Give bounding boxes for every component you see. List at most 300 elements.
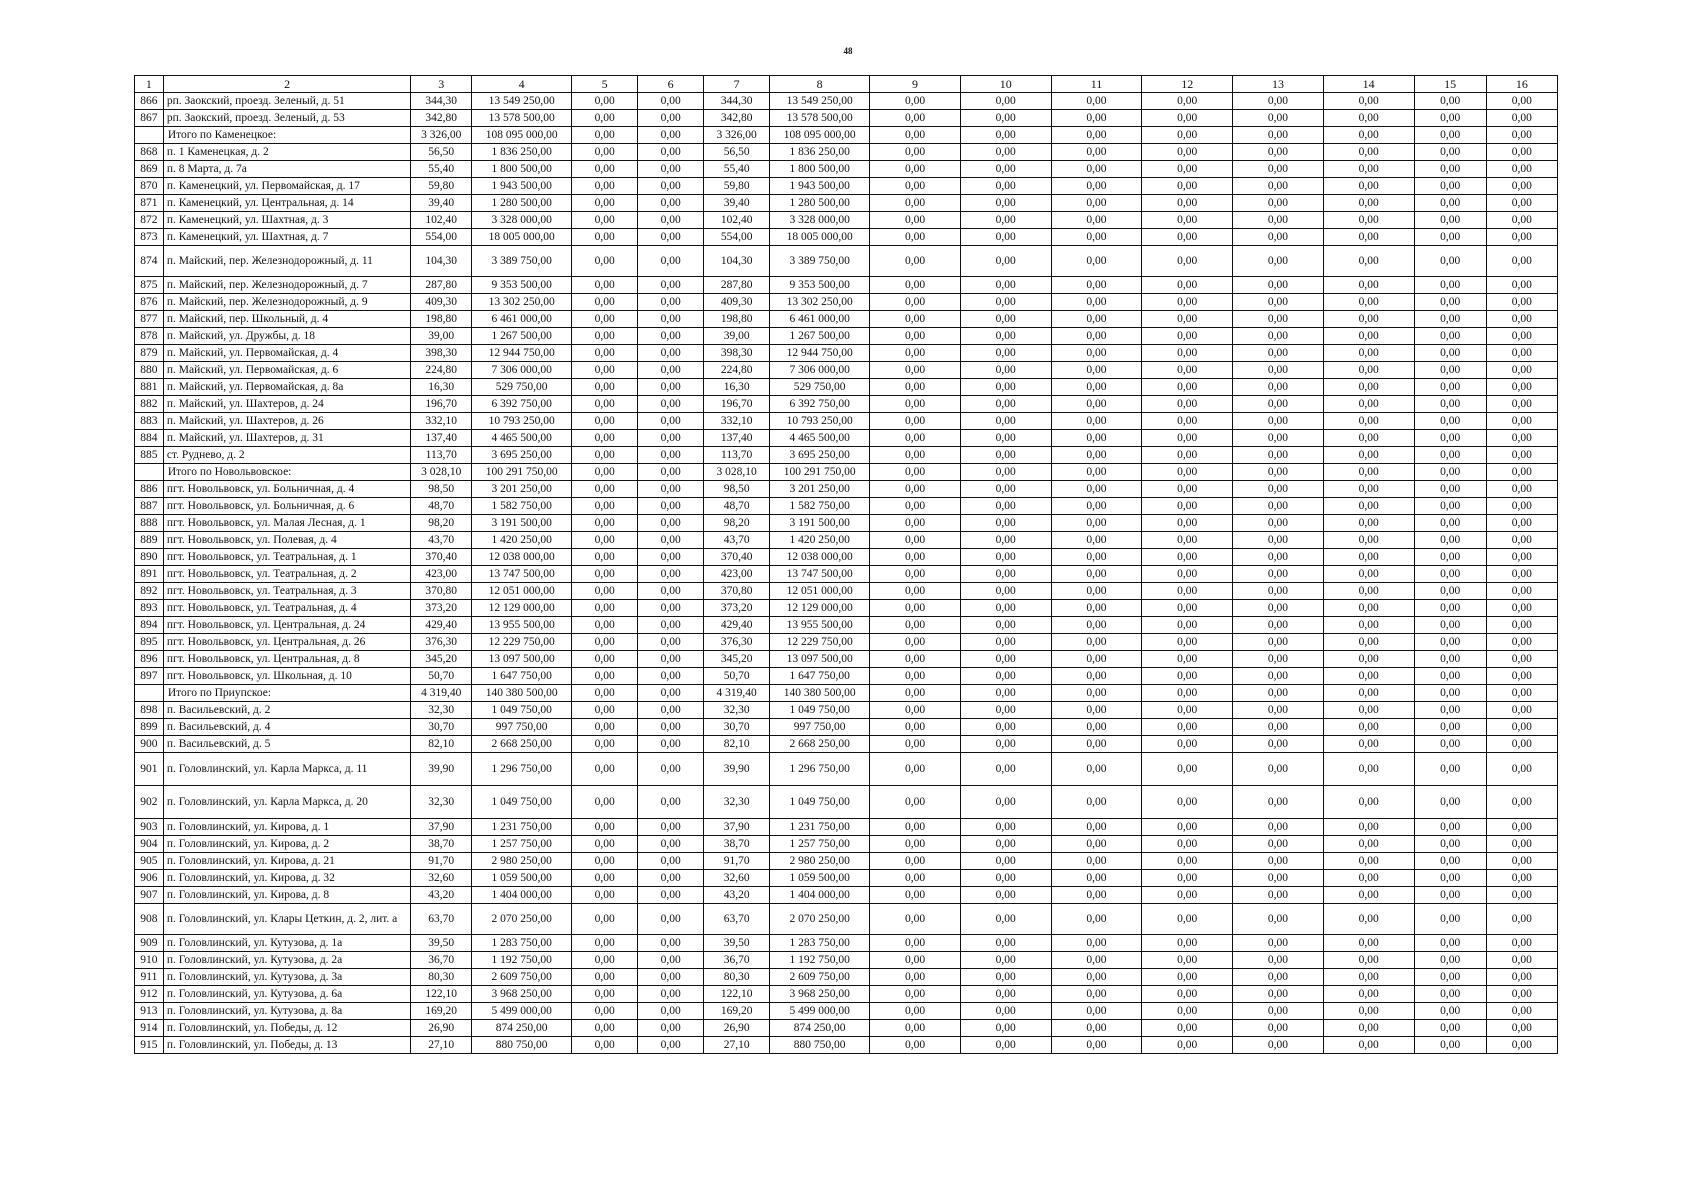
- value-cell: 0,00: [960, 986, 1051, 1003]
- area-cell: 376,30: [704, 634, 770, 651]
- value-cell: 0,00: [638, 246, 704, 277]
- cost-cell: 3 201 250,00: [472, 481, 572, 498]
- area-cell: 3 326,00: [704, 127, 770, 144]
- table-row: [135, 651, 1558, 668]
- value-cell: 0,00: [1414, 413, 1486, 430]
- value-cell: 0,00: [960, 952, 1051, 969]
- value-cell: 0,00: [1051, 1037, 1142, 1054]
- value-cell: 0,00: [870, 481, 961, 498]
- row-number-cell: 900: [135, 736, 164, 753]
- value-cell: 0,00: [1142, 887, 1233, 904]
- value-cell: 0,00: [638, 195, 704, 212]
- row-number-cell: 877: [135, 311, 164, 328]
- value-cell: 0,00: [1323, 362, 1414, 379]
- value-cell: 0,00: [1414, 447, 1486, 464]
- value-cell: 0,00: [572, 430, 638, 447]
- value-cell: 0,00: [1142, 328, 1233, 345]
- area-cell: 102,40: [704, 212, 770, 229]
- value-cell: 0,00: [960, 870, 1051, 887]
- value-cell: 0,00: [572, 566, 638, 583]
- value-cell: 0,00: [638, 600, 704, 617]
- header-row: [135, 76, 1558, 93]
- value-cell: 0,00: [1323, 836, 1414, 853]
- area-cell: 39,00: [704, 328, 770, 345]
- value-cell: 0,00: [638, 1003, 704, 1020]
- table-row: [135, 144, 1558, 161]
- area-cell: 342,80: [411, 110, 472, 127]
- row-number-cell: 906: [135, 870, 164, 887]
- value-cell: 0,00: [1414, 935, 1486, 952]
- address-cell: пгт. Новольвовск, ул. Центральная, д. 24: [163, 617, 410, 634]
- value-cell: 0,00: [638, 685, 704, 702]
- value-cell: 0,00: [638, 736, 704, 753]
- address-cell: п. Головлинский, ул. Клары Цеткин, д. 2, лит. а: [163, 904, 410, 935]
- value-cell: 0,00: [638, 1020, 704, 1037]
- value-cell: 0,00: [572, 379, 638, 396]
- value-cell: 0,00: [1142, 969, 1233, 986]
- value-cell: 0,00: [870, 515, 961, 532]
- value-cell: 0,00: [1233, 600, 1324, 617]
- row-number-cell: 915: [135, 1037, 164, 1054]
- table-row: [135, 566, 1558, 583]
- area-cell: 98,50: [704, 481, 770, 498]
- value-cell: 0,00: [960, 1020, 1051, 1037]
- row-number-cell: 884: [135, 430, 164, 447]
- value-cell: 0,00: [870, 464, 961, 481]
- area-cell: 344,30: [704, 93, 770, 110]
- area-cell: 198,80: [411, 311, 472, 328]
- value-cell: 0,00: [1323, 583, 1414, 600]
- value-cell: 0,00: [870, 600, 961, 617]
- value-cell: 0,00: [1233, 127, 1324, 144]
- value-cell: 0,00: [870, 702, 961, 719]
- value-cell: 0,00: [1051, 93, 1142, 110]
- row-number-cell: 909: [135, 935, 164, 952]
- value-cell: 0,00: [1051, 195, 1142, 212]
- row-number-cell: 895: [135, 634, 164, 651]
- area-cell: 373,20: [411, 600, 472, 617]
- cost-cell: 12 229 750,00: [770, 634, 870, 651]
- value-cell: 0,00: [870, 853, 961, 870]
- column-header: 4: [472, 76, 572, 93]
- value-cell: 0,00: [870, 870, 961, 887]
- row-number-cell: 889: [135, 532, 164, 549]
- value-cell: 0,00: [870, 294, 961, 311]
- cost-cell: 12 229 750,00: [472, 634, 572, 651]
- value-cell: 0,00: [1233, 651, 1324, 668]
- cost-cell: 1 059 500,00: [770, 870, 870, 887]
- cost-cell: 12 051 000,00: [472, 583, 572, 600]
- value-cell: 0,00: [870, 396, 961, 413]
- value-cell: 0,00: [1051, 1020, 1142, 1037]
- value-cell: 0,00: [1233, 379, 1324, 396]
- value-cell: 0,00: [1233, 481, 1324, 498]
- value-cell: 0,00: [1142, 110, 1233, 127]
- row-number-cell: 886: [135, 481, 164, 498]
- value-cell: 0,00: [1051, 396, 1142, 413]
- area-cell: 4 319,40: [411, 685, 472, 702]
- address-cell: п. Майский, ул. Дружбы, д. 18: [163, 328, 410, 345]
- value-cell: 0,00: [1323, 634, 1414, 651]
- value-cell: 0,00: [1414, 464, 1486, 481]
- value-cell: 0,00: [572, 464, 638, 481]
- column-header: 2: [163, 76, 410, 93]
- value-cell: 0,00: [1233, 396, 1324, 413]
- cost-cell: 1 267 500,00: [770, 328, 870, 345]
- value-cell: 0,00: [870, 719, 961, 736]
- cost-cell: 18 005 000,00: [770, 229, 870, 246]
- cost-cell: 1 257 750,00: [472, 836, 572, 853]
- value-cell: 0,00: [572, 413, 638, 430]
- value-cell: 0,00: [638, 229, 704, 246]
- cost-cell: 1 404 000,00: [472, 887, 572, 904]
- value-cell: 0,00: [1233, 719, 1324, 736]
- address-cell: п. Каменецкий, ул. Шахтная, д. 3: [163, 212, 410, 229]
- value-cell: 0,00: [1142, 413, 1233, 430]
- value-cell: 0,00: [638, 651, 704, 668]
- value-cell: 0,00: [870, 379, 961, 396]
- cost-cell: 3 389 750,00: [472, 246, 572, 277]
- value-cell: 0,00: [638, 566, 704, 583]
- value-cell: 0,00: [1142, 229, 1233, 246]
- value-cell: 0,00: [1486, 229, 1557, 246]
- cost-cell: 1 647 750,00: [472, 668, 572, 685]
- area-cell: 554,00: [704, 229, 770, 246]
- row-number-cell: 891: [135, 566, 164, 583]
- value-cell: 0,00: [1051, 904, 1142, 935]
- row-number-cell: 894: [135, 617, 164, 634]
- table-row: [135, 719, 1558, 736]
- value-cell: 0,00: [1142, 277, 1233, 294]
- table-row: [135, 819, 1558, 836]
- table-row: [135, 362, 1558, 379]
- value-cell: 0,00: [572, 617, 638, 634]
- area-cell: 39,00: [411, 328, 472, 345]
- value-cell: 0,00: [638, 634, 704, 651]
- value-cell: 0,00: [1233, 1037, 1324, 1054]
- row-number-cell: 897: [135, 668, 164, 685]
- value-cell: 0,00: [1323, 1020, 1414, 1037]
- value-cell: 0,00: [1233, 853, 1324, 870]
- value-cell: 0,00: [1323, 719, 1414, 736]
- value-cell: 0,00: [572, 195, 638, 212]
- value-cell: 0,00: [1142, 853, 1233, 870]
- value-cell: 0,00: [870, 328, 961, 345]
- value-cell: 0,00: [1142, 1020, 1233, 1037]
- value-cell: 0,00: [638, 464, 704, 481]
- value-cell: 0,00: [1414, 583, 1486, 600]
- area-cell: 398,30: [411, 345, 472, 362]
- value-cell: 0,00: [572, 144, 638, 161]
- cost-cell: 12 038 000,00: [472, 549, 572, 566]
- address-cell: п. Головлинский, ул. Кирова, д. 21: [163, 853, 410, 870]
- area-cell: 39,90: [704, 753, 770, 786]
- address-cell: п. Головлинский, ул. Победы, д. 12: [163, 1020, 410, 1037]
- address-cell: п. Майский, пер. Железнодорожный, д. 11: [163, 246, 410, 277]
- value-cell: 0,00: [1486, 904, 1557, 935]
- value-cell: 0,00: [1051, 161, 1142, 178]
- cost-cell: 1 231 750,00: [770, 819, 870, 836]
- value-cell: 0,00: [572, 345, 638, 362]
- value-cell: 0,00: [960, 532, 1051, 549]
- area-cell: 429,40: [411, 617, 472, 634]
- value-cell: 0,00: [1051, 212, 1142, 229]
- value-cell: 0,00: [572, 110, 638, 127]
- value-cell: 0,00: [1051, 127, 1142, 144]
- value-cell: 0,00: [1142, 549, 1233, 566]
- value-cell: 0,00: [1051, 229, 1142, 246]
- row-number-cell: 908: [135, 904, 164, 935]
- value-cell: 0,00: [1323, 1037, 1414, 1054]
- value-cell: 0,00: [1142, 1003, 1233, 1020]
- value-cell: 0,00: [1486, 935, 1557, 952]
- area-cell: 32,30: [411, 786, 472, 819]
- value-cell: 0,00: [1142, 786, 1233, 819]
- cost-cell: 1 192 750,00: [472, 952, 572, 969]
- cost-cell: 7 306 000,00: [472, 362, 572, 379]
- address-cell: Итого по Каменецкое:: [163, 127, 410, 144]
- value-cell: 0,00: [638, 161, 704, 178]
- column-header: 7: [704, 76, 770, 93]
- cost-cell: 12 129 000,00: [770, 600, 870, 617]
- cost-cell: 1 404 000,00: [770, 887, 870, 904]
- value-cell: 0,00: [1486, 413, 1557, 430]
- column-header: 14: [1323, 76, 1414, 93]
- area-cell: 43,70: [704, 532, 770, 549]
- page-number: 48: [843, 46, 853, 56]
- value-cell: 0,00: [870, 651, 961, 668]
- value-cell: 0,00: [1051, 379, 1142, 396]
- value-cell: 0,00: [1486, 396, 1557, 413]
- value-cell: 0,00: [1414, 93, 1486, 110]
- cost-cell: 13 578 500,00: [770, 110, 870, 127]
- value-cell: 0,00: [870, 786, 961, 819]
- value-cell: 0,00: [572, 904, 638, 935]
- address-cell: п. Головлинский, ул. Кутузова, д. 6а: [163, 986, 410, 1003]
- value-cell: 0,00: [1142, 362, 1233, 379]
- value-cell: 0,00: [1414, 969, 1486, 986]
- row-number-cell: 867: [135, 110, 164, 127]
- cost-cell: 9 353 500,00: [472, 277, 572, 294]
- table-row: [135, 498, 1558, 515]
- value-cell: 0,00: [1323, 430, 1414, 447]
- value-cell: 0,00: [1233, 161, 1324, 178]
- table-row: [135, 952, 1558, 969]
- value-cell: 0,00: [1051, 413, 1142, 430]
- value-cell: 0,00: [1051, 566, 1142, 583]
- value-cell: 0,00: [1051, 583, 1142, 600]
- value-cell: 0,00: [638, 362, 704, 379]
- row-number-cell: 899: [135, 719, 164, 736]
- value-cell: 0,00: [1486, 836, 1557, 853]
- area-cell: 169,20: [704, 1003, 770, 1020]
- value-cell: 0,00: [1051, 549, 1142, 566]
- value-cell: 0,00: [870, 969, 961, 986]
- area-cell: 37,90: [704, 819, 770, 836]
- value-cell: 0,00: [1142, 719, 1233, 736]
- value-cell: 0,00: [572, 481, 638, 498]
- value-cell: 0,00: [870, 1020, 961, 1037]
- value-cell: 0,00: [870, 277, 961, 294]
- cost-cell: 1 267 500,00: [472, 328, 572, 345]
- cost-cell: 1 049 750,00: [472, 786, 572, 819]
- value-cell: 0,00: [1323, 952, 1414, 969]
- value-cell: 0,00: [870, 549, 961, 566]
- value-cell: 0,00: [638, 719, 704, 736]
- row-number-cell: 879: [135, 345, 164, 362]
- value-cell: 0,00: [1233, 1003, 1324, 1020]
- value-cell: 0,00: [1323, 702, 1414, 719]
- value-cell: 0,00: [1051, 532, 1142, 549]
- value-cell: 0,00: [1414, 294, 1486, 311]
- value-cell: 0,00: [1233, 498, 1324, 515]
- value-cell: 0,00: [1142, 447, 1233, 464]
- area-cell: 370,80: [704, 583, 770, 600]
- address-cell: п. Майский, пер. Железнодорожный, д. 7: [163, 277, 410, 294]
- area-cell: 169,20: [411, 1003, 472, 1020]
- value-cell: 0,00: [638, 345, 704, 362]
- area-cell: 287,80: [411, 277, 472, 294]
- table-row: [135, 311, 1558, 328]
- value-cell: 0,00: [638, 178, 704, 195]
- value-cell: 0,00: [1486, 753, 1557, 786]
- value-cell: 0,00: [1142, 481, 1233, 498]
- row-number-cell: 875: [135, 277, 164, 294]
- row-number-cell: 910: [135, 952, 164, 969]
- value-cell: 0,00: [638, 753, 704, 786]
- value-cell: 0,00: [1051, 952, 1142, 969]
- value-cell: 0,00: [1323, 566, 1414, 583]
- row-number-cell: 881: [135, 379, 164, 396]
- cost-cell: 1 257 750,00: [770, 836, 870, 853]
- cost-cell: 7 306 000,00: [770, 362, 870, 379]
- value-cell: 0,00: [1414, 1003, 1486, 1020]
- area-cell: 50,70: [704, 668, 770, 685]
- value-cell: 0,00: [1233, 294, 1324, 311]
- table-row: [135, 935, 1558, 952]
- area-cell: 91,70: [704, 853, 770, 870]
- value-cell: 0,00: [1323, 294, 1414, 311]
- column-header: 9: [870, 76, 961, 93]
- value-cell: 0,00: [1323, 229, 1414, 246]
- cost-cell: 1 800 500,00: [472, 161, 572, 178]
- value-cell: 0,00: [638, 144, 704, 161]
- value-cell: 0,00: [1414, 549, 1486, 566]
- value-cell: 0,00: [1486, 447, 1557, 464]
- row-number-cell: 888: [135, 515, 164, 532]
- address-cell: п. Каменецкий, ул. Центральная, д. 14: [163, 195, 410, 212]
- area-cell: 122,10: [704, 986, 770, 1003]
- area-cell: 36,70: [411, 952, 472, 969]
- address-cell: пгт. Новольвовск, ул. Школьная, д. 10: [163, 668, 410, 685]
- value-cell: 0,00: [870, 952, 961, 969]
- value-cell: 0,00: [1323, 161, 1414, 178]
- column-header: 15: [1414, 76, 1486, 93]
- value-cell: 0,00: [870, 311, 961, 328]
- value-cell: 0,00: [1142, 532, 1233, 549]
- value-cell: 0,00: [1142, 345, 1233, 362]
- value-cell: 0,00: [638, 583, 704, 600]
- value-cell: 0,00: [870, 229, 961, 246]
- value-cell: 0,00: [1233, 935, 1324, 952]
- value-cell: 0,00: [870, 887, 961, 904]
- value-cell: 0,00: [1486, 583, 1557, 600]
- value-cell: 0,00: [1323, 617, 1414, 634]
- value-cell: 0,00: [1323, 887, 1414, 904]
- table-row: [135, 549, 1558, 566]
- value-cell: 0,00: [572, 246, 638, 277]
- cost-cell: 108 095 000,00: [770, 127, 870, 144]
- value-cell: 0,00: [960, 685, 1051, 702]
- value-cell: 0,00: [638, 532, 704, 549]
- table-row: [135, 447, 1558, 464]
- value-cell: 0,00: [1323, 212, 1414, 229]
- address-cell: п. Головлинский, ул. Победы, д. 13: [163, 1037, 410, 1054]
- value-cell: 0,00: [1051, 345, 1142, 362]
- value-cell: 0,00: [1486, 969, 1557, 986]
- area-cell: 137,40: [704, 430, 770, 447]
- value-cell: 0,00: [870, 566, 961, 583]
- area-cell: 102,40: [411, 212, 472, 229]
- value-cell: 0,00: [1233, 277, 1324, 294]
- value-cell: 0,00: [1414, 651, 1486, 668]
- value-cell: 0,00: [638, 379, 704, 396]
- value-cell: 0,00: [1233, 634, 1324, 651]
- address-cell: рп. Заокский, проезд. Зеленый, д. 53: [163, 110, 410, 127]
- value-cell: 0,00: [1323, 127, 1414, 144]
- value-cell: 0,00: [638, 549, 704, 566]
- value-cell: 0,00: [870, 668, 961, 685]
- value-cell: 0,00: [572, 952, 638, 969]
- table-row: [135, 986, 1558, 1003]
- value-cell: 0,00: [960, 93, 1051, 110]
- address-cell: пгт. Новольвовск, ул. Театральная, д. 4: [163, 600, 410, 617]
- value-cell: 0,00: [1323, 413, 1414, 430]
- cost-cell: 13 097 500,00: [472, 651, 572, 668]
- value-cell: 0,00: [1414, 870, 1486, 887]
- area-cell: 16,30: [411, 379, 472, 396]
- cost-cell: 1 283 750,00: [770, 935, 870, 952]
- table-row: [135, 753, 1558, 786]
- row-number-cell: 905: [135, 853, 164, 870]
- row-number-cell: 882: [135, 396, 164, 413]
- value-cell: 0,00: [1414, 668, 1486, 685]
- row-number-cell: [135, 685, 164, 702]
- cost-cell: 1 280 500,00: [472, 195, 572, 212]
- value-cell: 0,00: [1323, 311, 1414, 328]
- value-cell: 0,00: [1233, 144, 1324, 161]
- value-cell: 0,00: [1323, 195, 1414, 212]
- value-cell: 0,00: [1051, 430, 1142, 447]
- value-cell: 0,00: [960, 736, 1051, 753]
- value-cell: 0,00: [1233, 887, 1324, 904]
- value-cell: 0,00: [960, 702, 1051, 719]
- address-cell: п. Головлинский, ул. Карла Маркса, д. 20: [163, 786, 410, 819]
- address-cell: п. Майский, ул. Шахтеров, д. 24: [163, 396, 410, 413]
- value-cell: 0,00: [1323, 685, 1414, 702]
- address-cell: п. Майский, пер. Школьный, д. 4: [163, 311, 410, 328]
- area-cell: 16,30: [704, 379, 770, 396]
- cost-cell: 529 750,00: [472, 379, 572, 396]
- cost-cell: 6 392 750,00: [770, 396, 870, 413]
- value-cell: 0,00: [960, 481, 1051, 498]
- area-cell: 113,70: [411, 447, 472, 464]
- value-cell: 0,00: [1323, 447, 1414, 464]
- table-row: [135, 212, 1558, 229]
- value-cell: 0,00: [1414, 379, 1486, 396]
- value-cell: 0,00: [1051, 294, 1142, 311]
- table-row: [135, 515, 1558, 532]
